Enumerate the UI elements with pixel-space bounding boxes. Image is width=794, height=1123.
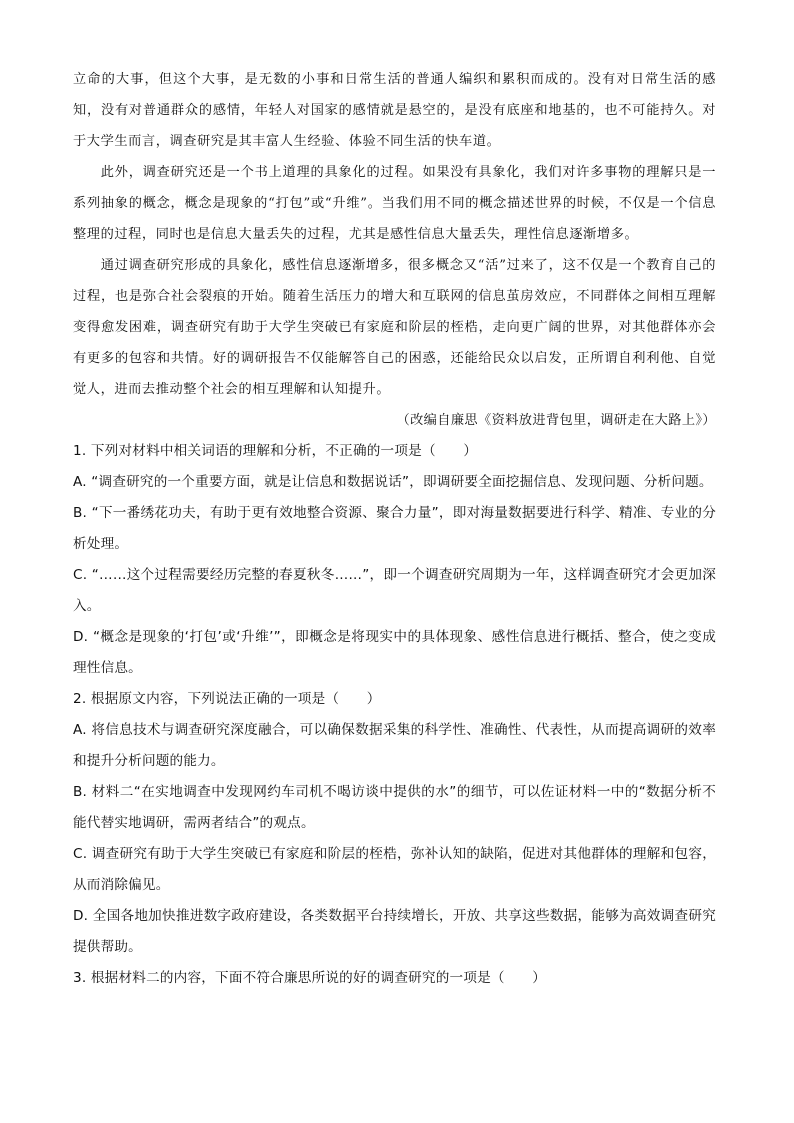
option-c: C. 调查研究有助于大学生突破已有家庭和阶层的桎梏，弥补认知的缺陷，促进对其他群体的理解和包容，从而消除偏见。: [73, 846, 716, 893]
passage-paragraph: 立命的大事，但这个大事，是无数的小事和日常生活的普通人编织和累积而成的。没有对日常生活的感知，没有对普通群众的感情，年轻人对国家的感情就是悬空的，是没有底座和地基的，也不可能持久。对于大学生而言，调查研究是其丰富人生经验、体验不同生活的快车道。: [73, 72, 716, 149]
option-b: B. “下一番绣花功夫，有助于更有效地整合资源、聚合力量”，即对海量数据要进行科学、精准、专业的分析处理。: [73, 505, 716, 552]
question-3: [73, 963, 716, 994]
question-stem: 1. 下列对材料中相关词语的理解和分析，不正确的一项是（ ）: [73, 443, 478, 459]
option-d: D. “概念是现象的‘打包’或‘升维’”，即概念是将现实中的具体现象、感性信息进行概括、整合，使之变成理性信息。: [73, 629, 716, 676]
question-1: [73, 436, 716, 684]
option-b: B. 材料二“在实地调查中发现网约车司机不喝访谈中提供的水”的细节，可以佐证材料一中的“数据分析不能代替实地调研，需两者结合”的观点。: [73, 784, 716, 831]
option-c: C. “……这个过程需要经历完整的春夏秋冬……”，即一个调查研究周期为一年，这样调查研究才会更加深入。: [73, 567, 716, 614]
question-list: [73, 436, 716, 994]
option-a: A. 将信息技术与调查研究深度融合，可以确保数据采集的科学性、准确性、代表性，从而提高调研的效率和提升分析问题的能力。: [73, 722, 716, 769]
reading-passage: [73, 64, 716, 405]
question-stem: 3. 根据材料二的内容，下面不符合廉思所说的好的调查研究的一项是（ ）: [73, 970, 547, 986]
passage-source: （改编自廉思《资料放进背包里，调研走在大路上》）: [396, 413, 716, 428]
option-d: D. 全国各地加快推进数字政府建设，各类数据平台持续增长，开放、共享这些数据，能够为高效调查研究提供帮助。: [73, 908, 716, 955]
question-stem: 2. 根据原文内容，下列说法正确的一项是（ ）: [73, 691, 381, 707]
question-2: [73, 684, 716, 963]
option-a: A. “调查研究的一个重要方面，就是让信息和数据说话”，即调研要全面挖掘信息、发现问题、分析问题。: [73, 474, 713, 490]
passage-paragraph: 此外，调查研究还是一个书上道理的具象化的过程。如果没有具象化，我们对许多事物的理解只是一系列抽象的概念，概念是现象的“打包”或“升维”。当我们用不同的概念描述世界的时候，不仅是一个信息整理的过程，同时也是信息大量丢失的过程，尤其是感性信息大量丢失，理性信息逐渐增多。: [73, 165, 716, 242]
passage-paragraph: 通过调查研究形成的具象化，感性信息逐渐增多，很多概念又“活”过来了，这不仅是一个教育自己的过程，也是弥合社会裂痕的开始。随着生活压力的增大和互联网的信息茧房效应，不同群体之间相互理解变得愈发困难，调查研究有助于大学生突破已有家庭和阶层的桎梏，走向更广阔的世界，对其他群体亦会有更多的包容和共情。好的调研报告不仅能解答自己的困惑，还能给民众以启发，正所谓自利利他、自觉觉人，进而去推动整个社会的相互理解和认知提升。: [73, 258, 716, 397]
